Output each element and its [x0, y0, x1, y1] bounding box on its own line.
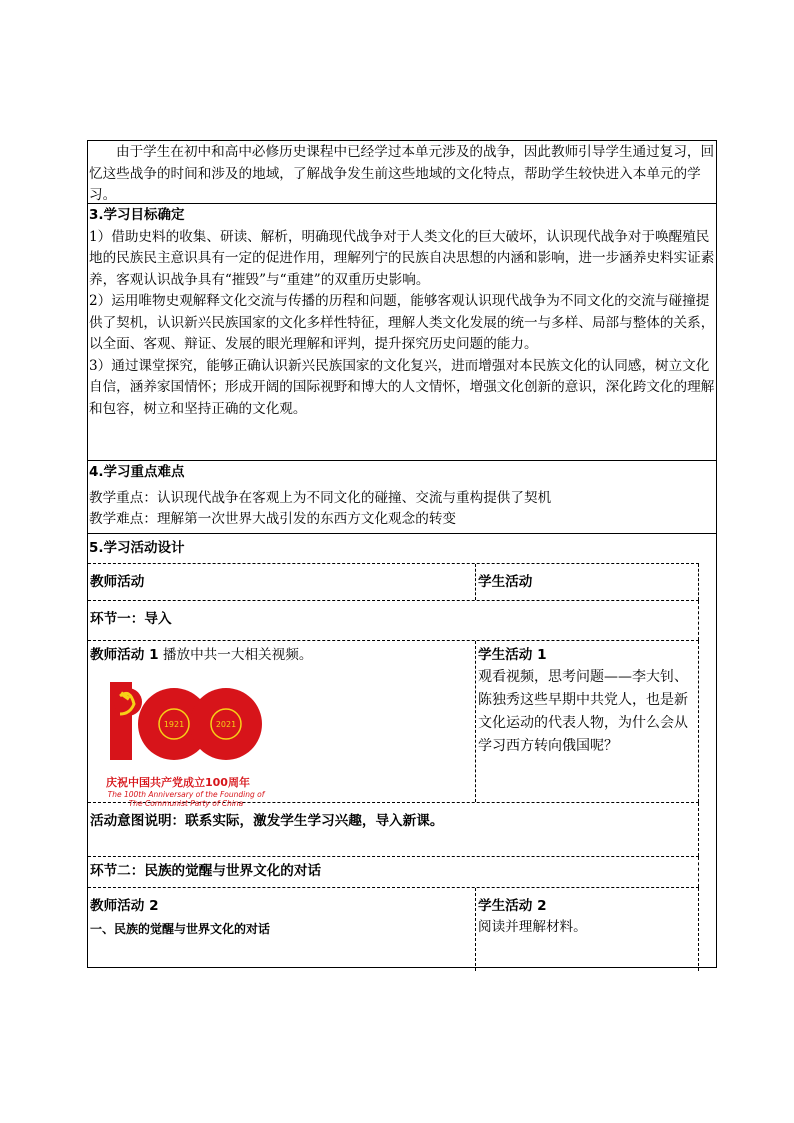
activity-intent-text: 活动意图说明：联系实际，激发学生学习兴趣，导入新课。 [90, 812, 444, 829]
objective-item-1: 1）借助史料的收集、研读、解析，明确现代战争对于人类文化的巨大破坏，认识现代战争对于唤醒殖民地的民族民主意识具有一定的促进作用，理解列宁的民族自决思想的内涵和影响，进一步涵养史料实证素养，客观认识战争具有“摧毁”与“重建”的双重历史影响。 [89, 228, 715, 288]
logo-year-1921: 1921 [163, 720, 185, 729]
student-activity-2-label: 学生活动 2 [478, 897, 547, 914]
logo-caption-cn: 庆祝中国共产党成立100周年 [106, 775, 250, 789]
teacher-activity-2 [88, 888, 476, 971]
stage1-title: 环节一：导入 [88, 601, 699, 640]
intent-row [88, 802, 699, 856]
teacher-activity-1-label: 教师活动 1 [90, 646, 159, 663]
logo-caption-en-2: The Communist Party of China [128, 798, 244, 808]
activity1-row [88, 640, 699, 808]
activity-intent [88, 803, 699, 856]
stage2-title: 环节二：民族的觉醒与世界文化的对话 [88, 857, 699, 887]
intro-text: 由于学生在初中和高中必修历史课程中已经学过本单元涉及的战争，因此教师引导学生通过复习，回忆这些战争的时间和涉及的地域，了解战争发生前这些地域的文化特点，帮助学生较快进入本单元的学习。 [89, 144, 715, 203]
teacher-activity-1 [88, 641, 476, 808]
student-activity-1-label: 学生活动 1 [478, 646, 547, 663]
activity2-row [88, 887, 699, 971]
activities-header-row [88, 563, 699, 600]
teacher-activity-2-text: 一、民族的觉醒与世界文化的对话 [90, 922, 271, 936]
cpc-100-emblem-icon [106, 678, 266, 764]
cpc-100-logo [106, 678, 286, 808]
objectives-block [87, 204, 717, 461]
intro-block [87, 140, 717, 204]
teacher-activity-1-text: 播放中共一大相关视频。 [162, 646, 313, 663]
objectives-heading: 3.学习目标确定 [89, 207, 185, 223]
objective-item-2: 2）运用唯物史观解释文化交流与传播的历程和问题，能够客观认识现代战争为不同文化的交流与碰撞提供了契机，认识新兴民族国家的文化多样性特征，理解人类文化发展的统一与多样、局部与整体的关系，以全面、客观、辩证、发展的眼光理解和评判，提升探究历史问题的能力。 [89, 293, 715, 352]
key-points-heading: 4.学习重点难点 [89, 464, 185, 480]
key-points-difficulty: 教学难点：理解第一次世界大战引发的东西方文化观念的转变 [89, 511, 457, 527]
document-page [87, 140, 717, 968]
stage1-row [88, 600, 699, 640]
key-points-focus: 教学重点：认识现代战争在客观上为不同文化的碰撞、交流与重构提供了契机 [89, 489, 552, 506]
logo-caption-en-1: The 100th Anniversary of the Founding of [107, 789, 265, 799]
student-column-header: 学生活动 [476, 564, 699, 600]
logo-year-2021: 2021 [215, 720, 237, 729]
activities-block [87, 534, 717, 968]
student-activity-2 [476, 888, 699, 971]
objective-item-3: 3）通过课堂探究，能够正确认识新兴民族国家的文化复兴，进而增强对本民族文化的认同感，树立文化自信，涵养家国情怀；形成开阔的国际视野和博大的人文情怀，增强文化创新的意识，深化跨文化的理解和包容，树立和坚持正确的文化观。 [89, 357, 715, 417]
activities-table [88, 563, 699, 971]
activities-heading: 5.学习活动设计 [89, 540, 185, 556]
student-activity-1-text: 观看视频，思考问题——李大钊、陈独秀这些早期中共党人，也是新文化运动的代表人物，为什么会从学习西方转向俄国呢？ [478, 669, 688, 754]
stage2-row [88, 856, 699, 887]
key-points-block [87, 461, 717, 534]
teacher-activity-2-label: 教师活动 2 [90, 897, 159, 914]
teacher-column-header: 教师活动 [88, 564, 476, 600]
student-activity-1 [476, 641, 699, 802]
student-activity-2-text: 阅读并理解材料。 [478, 919, 587, 935]
